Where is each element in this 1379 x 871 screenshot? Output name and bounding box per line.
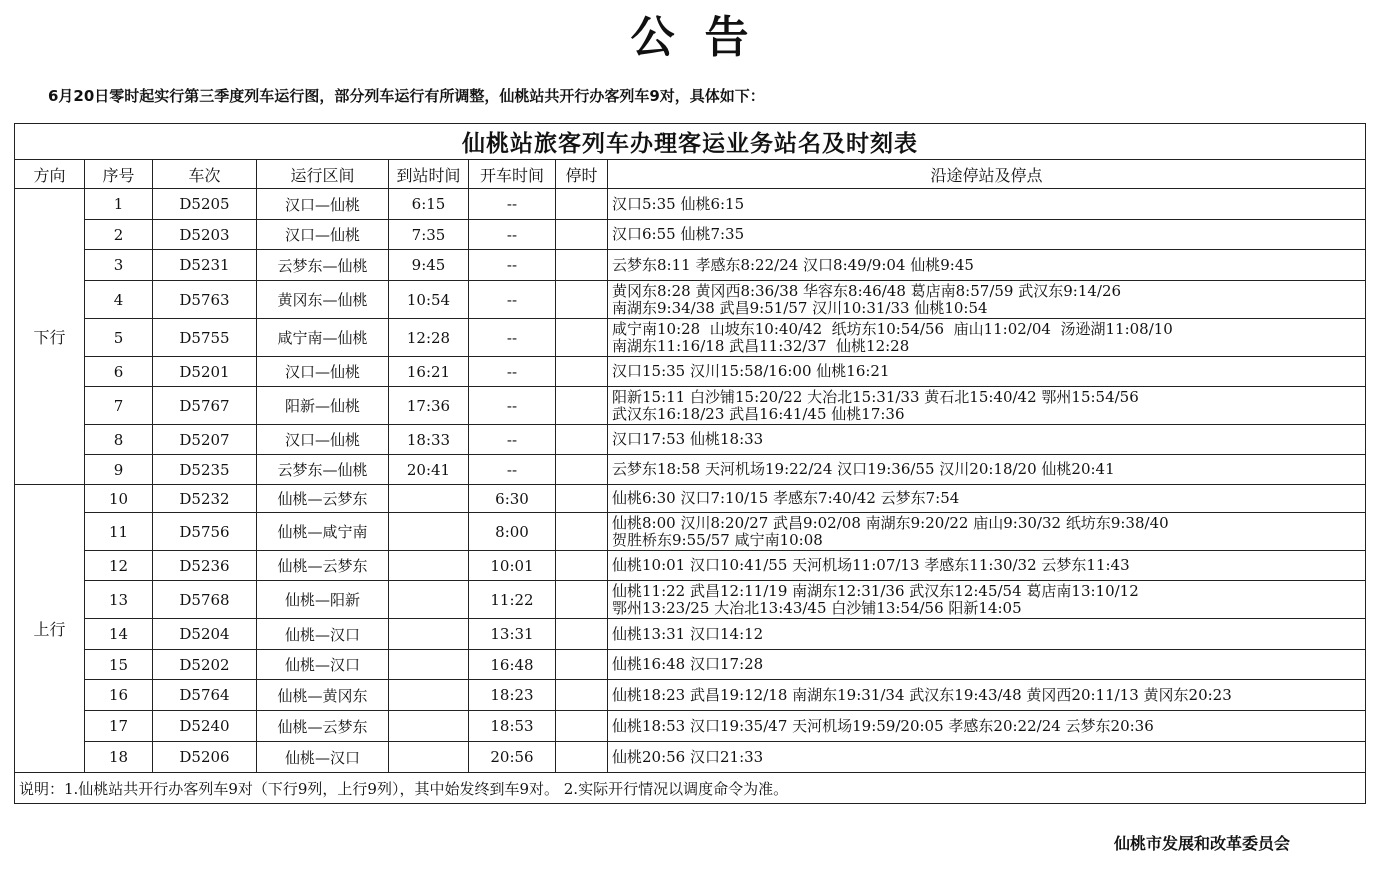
depart-time: 20:56 [469,742,556,773]
table-row [15,220,1366,250]
dwell-time [556,742,608,773]
route: 仙桃—云梦东 [257,485,389,513]
stops: 仙桃18:53 汉口19:35/47 天河机场19:59/20:05 孝感东20:22/24 云梦东20:36 [608,711,1366,742]
row-number: 9 [85,455,153,485]
row-number: 17 [85,711,153,742]
header-depart: 开车时间 [469,160,556,189]
table-row [15,680,1366,711]
train-number: D5201 [153,357,257,387]
dwell-time [556,387,608,425]
depart-time: -- [469,319,556,357]
dwell-time [556,619,608,650]
arrive-time: 18:33 [389,425,469,455]
row-number: 1 [85,189,153,220]
arrive-time: 16:21 [389,357,469,387]
row-number: 14 [85,619,153,650]
row-number: 12 [85,551,153,581]
table-row [15,650,1366,680]
dwell-time [556,551,608,581]
table-row [15,551,1366,581]
route: 仙桃—汉口 [257,650,389,680]
depart-time: -- [469,455,556,485]
arrive-time: 7:35 [389,220,469,250]
arrive-time [389,551,469,581]
dwell-time [556,281,608,319]
row-number: 10 [85,485,153,513]
signature: 仙桃市发展和改革委员会 [1113,834,1290,853]
route: 阳新—仙桃 [257,387,389,425]
table-row [15,619,1366,650]
train-number: D5204 [153,619,257,650]
stops: 仙桃10:01 汉口10:41/55 天河机场11:07/13 孝感东11:30/32 云梦东11:43 [608,551,1366,581]
route: 仙桃—黄冈东 [257,680,389,711]
stops: 阳新15:11 白沙铺15:20/22 大冶北15:31/33 黄石北15:40/42 鄂州15:54/56 武汉东16:18/23 武昌16:41/45 仙桃17:36 [608,387,1366,425]
stops: 咸宁南10:28 山坡东10:40/42 纸坊东10:54/56 庙山11:02/04 汤逊湖11:08/10 南湖东11:16/18 武昌11:32/37 仙桃12:28 [608,319,1366,357]
table-row [15,485,1366,513]
train-number: D5206 [153,742,257,773]
dwell-time [556,485,608,513]
train-number: D5203 [153,220,257,250]
route: 云梦东—仙桃 [257,455,389,485]
route: 咸宁南—仙桃 [257,319,389,357]
dwell-time [556,513,608,551]
depart-time: 18:53 [469,711,556,742]
table-row [15,319,1366,357]
train-number: D5207 [153,425,257,455]
depart-time: 6:30 [469,485,556,513]
table-row [15,455,1366,485]
dwell-time [556,455,608,485]
dwell-time [556,189,608,220]
stops: 仙桃16:48 汉口17:28 [608,650,1366,680]
depart-time: 13:31 [469,619,556,650]
row-number: 11 [85,513,153,551]
table-note: 说明：1.仙桃站共开行办客列车9对（下行9列，上行9列），其中始发终到车9对。 2.实际开行情况以调度命令为准。 [15,773,1366,804]
row-number: 6 [85,357,153,387]
row-number: 16 [85,680,153,711]
train-number: D5756 [153,513,257,551]
route: 仙桃—汉口 [257,742,389,773]
route: 汉口—仙桃 [257,220,389,250]
arrive-time [389,513,469,551]
stops: 汉口17:53 仙桃18:33 [608,425,1366,455]
depart-time: -- [469,357,556,387]
train-number: D5768 [153,581,257,619]
timetable [14,123,1366,804]
row-number: 18 [85,742,153,773]
train-number: D5763 [153,281,257,319]
route: 仙桃—阳新 [257,581,389,619]
table-row [15,513,1366,551]
arrive-time: 6:15 [389,189,469,220]
stops: 云梦东18:58 天河机场19:22/24 汉口19:36/55 汉川20:18/20 仙桃20:41 [608,455,1366,485]
row-number: 13 [85,581,153,619]
arrive-time [389,680,469,711]
stops: 汉口15:35 汉川15:58/16:00 仙桃16:21 [608,357,1366,387]
stops: 汉口6:55 仙桃7:35 [608,220,1366,250]
header-number: 序号 [85,160,153,189]
train-number: D5767 [153,387,257,425]
arrive-time [389,650,469,680]
dwell-time [556,319,608,357]
stops: 仙桃18:23 武昌19:12/18 南湖东19:31/34 武汉东19:43/48 黄冈西20:11/13 黄冈东20:23 [608,680,1366,711]
row-number: 4 [85,281,153,319]
intro-text: 6月20日零时起实行第三季度列车运行图，部分列车运行有所调整，仙桃站共开行办客列车9对，具体如下： [48,87,765,105]
header-row [15,160,1366,189]
dwell-time [556,650,608,680]
table-title: 仙桃站旅客列车办理客运业务站名及时刻表 [15,124,1366,160]
arrive-time [389,485,469,513]
direction-cell: 上行 [15,485,85,773]
route: 汉口—仙桃 [257,357,389,387]
table-row [15,742,1366,773]
table-row [15,425,1366,455]
page-title: 公告 [630,12,779,63]
table-row [15,387,1366,425]
stops: 仙桃20:56 汉口21:33 [608,742,1366,773]
train-number: D5205 [153,189,257,220]
row-number: 3 [85,250,153,281]
stops: 仙桃6:30 汉口7:10/15 孝感东7:40/42 云梦东7:54 [608,485,1366,513]
route: 仙桃—云梦东 [257,711,389,742]
stops: 仙桃11:22 武昌12:11/19 南湖东12:31/36 武汉东12:45/54 葛店南13:10/12 鄂州13:23/25 大冶北13:43/45 白沙铺13:54/56 阳新14:05 [608,581,1366,619]
train-number: D5764 [153,680,257,711]
table-row [15,581,1366,619]
row-number: 15 [85,650,153,680]
route: 黄冈东—仙桃 [257,281,389,319]
stops: 黄冈东8:28 黄冈西8:36/38 华容东8:46/48 葛店南8:57/59 武汉东9:14/26 南湖东9:34/38 武昌9:51/57 汉川10:31/33 仙桃10:54 [608,281,1366,319]
train-number: D5235 [153,455,257,485]
depart-time: -- [469,220,556,250]
arrive-time: 10:54 [389,281,469,319]
table-row [15,250,1366,281]
table-row [15,357,1366,387]
dwell-time [556,581,608,619]
arrive-time: 12:28 [389,319,469,357]
table-row [15,189,1366,220]
dwell-time [556,711,608,742]
table-row [15,711,1366,742]
route: 汉口—仙桃 [257,189,389,220]
train-number: D5231 [153,250,257,281]
arrive-time: 9:45 [389,250,469,281]
train-number: D5202 [153,650,257,680]
dwell-time [556,220,608,250]
stops: 仙桃8:00 汉川8:20/27 武昌9:02/08 南湖东9:20/22 庙山9:30/32 纸坊东9:38/40 贺胜桥东9:55/57 咸宁南10:08 [608,513,1366,551]
depart-time: 8:00 [469,513,556,551]
stops: 仙桃13:31 汉口14:12 [608,619,1366,650]
dwell-time [556,680,608,711]
arrive-time [389,711,469,742]
train-number: D5240 [153,711,257,742]
depart-time: -- [469,387,556,425]
header-stops: 沿途停站及停点 [608,160,1366,189]
train-number: D5755 [153,319,257,357]
header-direction: 方向 [15,160,85,189]
row-number: 8 [85,425,153,455]
table-row [15,281,1366,319]
arrive-time [389,581,469,619]
header-route: 运行区间 [257,160,389,189]
depart-time: -- [469,281,556,319]
dwell-time [556,250,608,281]
depart-time: 11:22 [469,581,556,619]
stops: 汉口5:35 仙桃6:15 [608,189,1366,220]
header-arrive: 到站时间 [389,160,469,189]
row-number: 2 [85,220,153,250]
dwell-time [556,357,608,387]
arrive-time [389,619,469,650]
stops: 云梦东8:11 孝感东8:22/24 汉口8:49/9:04 仙桃9:45 [608,250,1366,281]
header-train: 车次 [153,160,257,189]
row-number: 5 [85,319,153,357]
train-number: D5236 [153,551,257,581]
arrive-time: 20:41 [389,455,469,485]
depart-time: -- [469,189,556,220]
depart-time: 18:23 [469,680,556,711]
route: 汉口—仙桃 [257,425,389,455]
depart-time: -- [469,250,556,281]
route: 云梦东—仙桃 [257,250,389,281]
dwell-time [556,425,608,455]
arrive-time: 17:36 [389,387,469,425]
depart-time: -- [469,425,556,455]
row-number: 7 [85,387,153,425]
depart-time: 10:01 [469,551,556,581]
header-dwell: 停时 [556,160,608,189]
arrive-time [389,742,469,773]
route: 仙桃—汉口 [257,619,389,650]
direction-cell: 下行 [15,189,85,485]
train-number: D5232 [153,485,257,513]
depart-time: 16:48 [469,650,556,680]
route: 仙桃—咸宁南 [257,513,389,551]
route: 仙桃—云梦东 [257,551,389,581]
